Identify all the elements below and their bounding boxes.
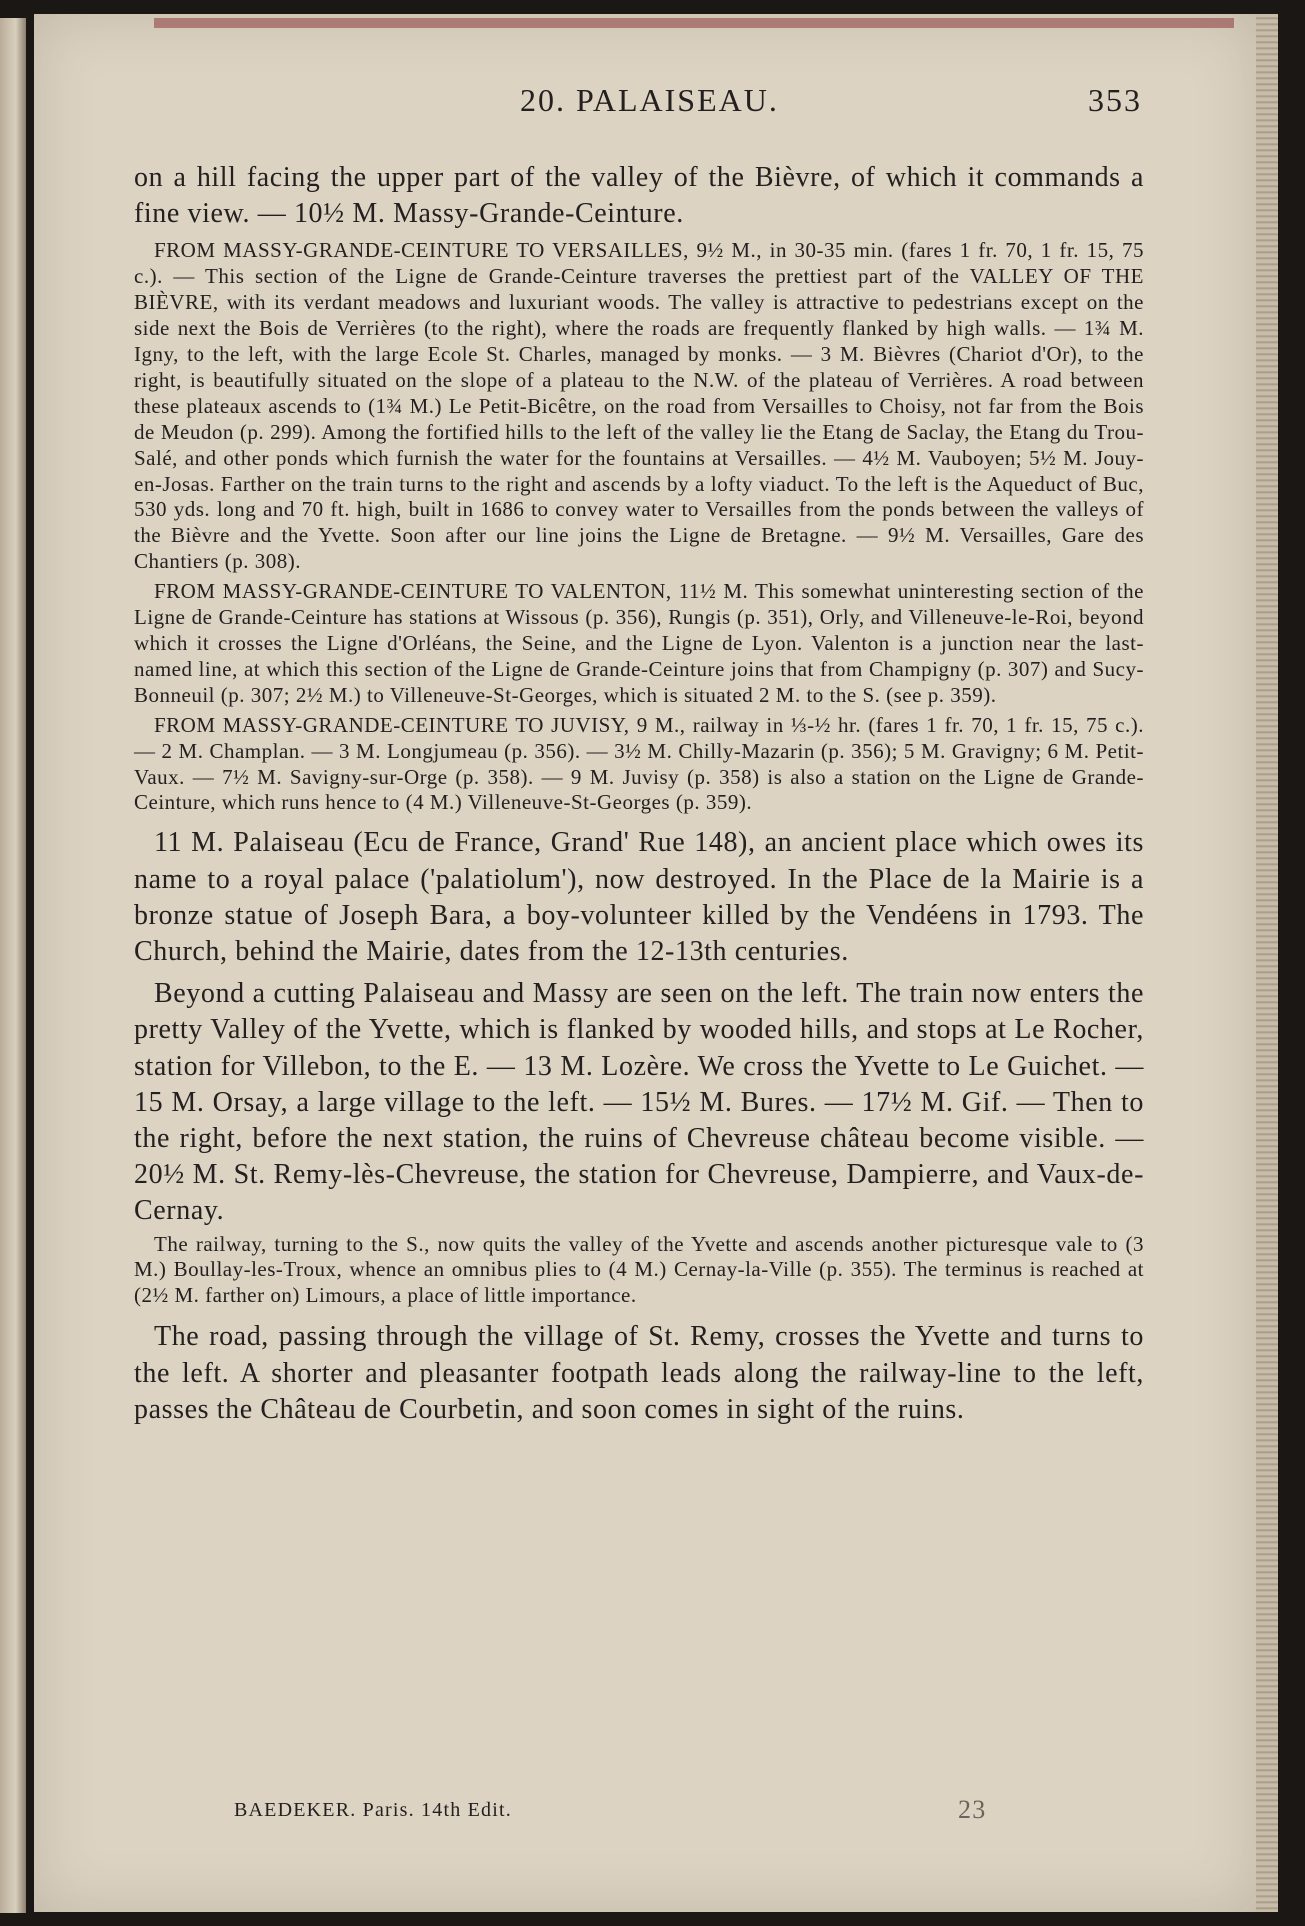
page-top-stain (154, 18, 1234, 28)
paragraph-railway-limours: The railway, turning to the S., now quits the valley of the Yvette and ascends another picturesque vale to (3 M.) Boullay-les-Troux, whence an omnibus plies to (4 M.) Cernay-la-Ville (p. 355). The terminus is reached at (2½ M. farther on) Limours, a place of little importance. (134, 1231, 1144, 1308)
page-footer (234, 1795, 1054, 1831)
running-head: 20. PALAISEAU. (520, 82, 779, 118)
page-text (134, 160, 1144, 1428)
footer-sheet-number: 23 (958, 1795, 987, 1824)
page-number: 353 (1088, 82, 1142, 118)
page-block-edge (1256, 14, 1278, 1912)
previous-page-edge (0, 18, 26, 1913)
book-page (34, 14, 1256, 1912)
paragraph-palaiseau: 11 M. Palaiseau (Ecu de France, Grand' Rue 148), an ancient place which owes its name to a royal palace ('palatiolum'), now destroyed. In the Place de la Mairie is a bronze statue of Joseph Bara, a boy-volunteer killed by the Vendéens in 1793. The Church, behind the Mairie, dates from the 12-13th centuries. (134, 827, 1144, 967)
paragraph-road-st-remy: The road, passing through the village of St. Remy, crosses the Yvette and turns to the left. A shorter and pleasanter footpath leads along the railway-line to the left, passes the Château de Courbetin, and soon comes in sight of the ruins. (134, 1321, 1144, 1425)
page-header (138, 82, 1142, 128)
paragraph-valley-yvette: Beyond a cutting Palaiseau and Massy are seen on the left. The train now enters the pretty Valley of the Yvette, which is flanked by wooded hills, and stops at Le Rocher, station for Villebon, to the E. — 13 M. Lozère. We cross the Yvette to Le Guichet. — 15 M. Orsay, a large village to the left. — 15½ M. Bures. — 17½ M. Gif. — Then to the right, before the next station, the ruins of Chevreuse château become visible. — 20½ M. St. Remy-lès-Chevreuse, the station for Chevreuse, Dampierre, and Vaux-de-Cernay. (134, 978, 1144, 1227)
paragraph-route-valenton: FROM MASSY-GRANDE-CEINTURE TO VALENTON, 11½ M. This somewhat uninteresting section of the Ligne de Grande-Ceinture has stations at Wissous (p. 356), Rungis (p. 351), Orly, and Villeneuve-le-Roi, beyond which it crosses the Ligne d'Orléans, the Seine, and the Ligne de Lyon. Valenton is a junction near the last-named line, at which this section of the Ligne de Grande-Ceinture joins that from Champigny (p. 307) and Sucy-Bonneuil (p. 307; 2½ M.) to Villeneuve-St-Georges, which is situated 2 M. to the S. (see p. 359). (134, 579, 1144, 707)
paragraph-continuation: on a hill facing the upper part of the valley of the Bièvre, of which it commands a fine view. — 10½ M. Massy-Grande-Ceinture. (134, 162, 1144, 230)
paragraph-route-juvisy: FROM MASSY-GRANDE-CEINTURE TO JUVISY, 9 M., railway in ⅓-½ hr. (fares 1 fr. 70, 1 fr. 15, 75 c.). — 2 M. Champlan. — 3 M. Longjumeau (p. 356). — 3½ M. Chilly-Mazarin (p. 356); 5 M. Gravigny; 6 M. Petit-Vaux. — 7½ M. Savigny-sur-Orge (p. 358). — 9 M. Juvisy (p. 358) is also a station on the Ligne de Grande-Ceinture, which runs hence to (4 M.) Villeneuve-St-Georges (p. 359). (134, 712, 1144, 815)
paragraph-route-versailles: FROM MASSY-GRANDE-CEINTURE TO VERSAILLES, 9½ M., in 30-35 min. (fares 1 fr. 70, 1 fr. 15, 75 c.). — This section of the Ligne de Grande-Ceinture traverses the prettiest part of the VALLEY OF THE BIÈVRE, with its verdant meadows and luxuriant woods. The valley is attractive to pedestrians except on the side next the Bois de Verrières (to the right), where the roads are frequently flanked by high walls. — 1¾ M. Igny, to the left, with the large Ecole St. Charles, managed by monks. — 3 M. Bièvres (Chariot d'Or), to the right, is beautifully situated on the slope of a plateau to the N.W. of the plateau of Verrières. A road between these plateaux ascends to (1¾ M.) Le Petit-Bicêtre, on the road from Versailles to Choisy, not far from the Bois de Meudon (p. 299). Among the fortified hills to the left of the valley lie the Etang de Saclay, the Etang du Trou-Salé, and other ponds which furnish the water for the fountains at Versailles. — 4½ M. Vauboyen; 5½ M. Jouy-en-Josas. Farther on the train turns to the right and ascends by a lofty viaduct. To the left is the Aqueduct of Buc, 530 yds. long and 70 ft. high, built in 1686 to convey water to Versailles from the ponds between the valleys of the Bièvre and the Yvette. Soon after our line joins the Ligne de Bretagne. — 9½ M. Versailles, Gare des Chantiers (p. 308). (134, 238, 1144, 574)
footer-signature: BAEDEKER. Paris. 14th Edit. (234, 1799, 512, 1821)
